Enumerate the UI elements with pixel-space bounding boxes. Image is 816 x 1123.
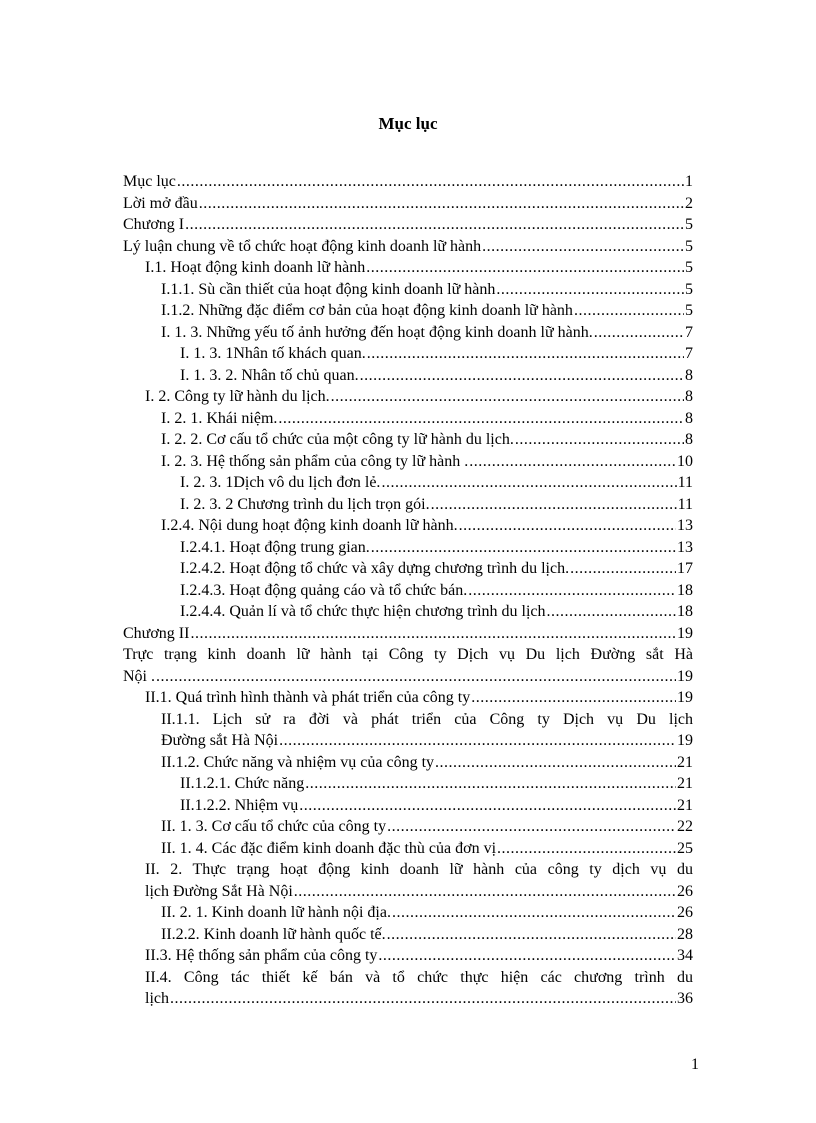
toc-entry[interactable]: I.1.2. Những đặc điểm cơ bản của hoạt động kinh doanh lữ hành ..... 5: [123, 300, 693, 322]
toc-entry[interactable]: I.2.4.4. Quản lí và tổ chức thực hiện chương trình du lịch ..... 18: [123, 601, 693, 623]
toc-entry[interactable]: II.1. Quá trình hình thành và phát triển của công ty ..... 19: [123, 687, 693, 709]
toc-entry[interactable]: II. 1. 4. Các đặc điểm kinh doanh đặc thù của đơn vị ..... 25: [123, 838, 693, 860]
toc-entry[interactable]: I.2.4.3. Hoạt động quảng cáo và tổ chức bán. ..... 18: [123, 580, 693, 602]
toc-entry[interactable]: I.2.4. Nội dung hoạt động kinh doanh lữ hành. ..... 13: [123, 515, 693, 537]
toc-entry[interactable]: I. 2. 2. Cơ cấu tổ chức của một công ty lữ hành du lịch. ..... 8: [123, 429, 693, 451]
toc-entry[interactable]: II. 2. 1. Kinh doanh lữ hành nội địa. ..... 26: [123, 902, 693, 924]
toc-entry[interactable]: Mục lục ..... 1: [123, 171, 693, 193]
toc-entry[interactable]: lịch Đường Sắt Hà Nội ..... 26: [123, 881, 693, 903]
toc-entry[interactable]: I. 2. 3. 2 Chương trình du lịch trọn gói. ..... 11: [123, 494, 693, 516]
table-of-contents: [123, 171, 693, 1010]
toc-entry[interactable]: I. 1. 3. 1Nhân tố khách quan. ..... 7: [123, 343, 693, 365]
toc-entry[interactable]: II.1.2. Chức năng và nhiệm vụ của công ty ..... 21: [123, 752, 693, 774]
toc-entry[interactable]: II.1.2.2. Nhiệm vụ ..... 21: [123, 795, 693, 817]
toc-entry[interactable]: I.1.1. Sù cần thiết của hoạt động kinh doanh lữ hành ..... 5: [123, 279, 693, 301]
toc-entry[interactable]: I.1. Hoạt động kinh doanh lữ hành ..... 5: [123, 257, 693, 279]
toc-entry[interactable]: II. 1. 3. Cơ cấu tổ chức của công ty ..... 22: [123, 816, 693, 838]
toc-entry[interactable]: lịch ..... 36: [123, 988, 693, 1010]
toc-entry[interactable]: II.2.2. Kinh doanh lữ hành quốc tế. ..... 28: [123, 924, 693, 946]
page-title: Mục lục: [378, 114, 438, 133]
toc-entry[interactable]: I. 1. 3. Những yếu tố ảnh hưởng đến hoạt động kinh doanh lữ hành. ..... 7: [123, 322, 693, 344]
toc-entry[interactable]: II.3. Hệ thống sản phẩm của công ty ..... 34: [123, 945, 693, 967]
toc-entry[interactable]: Đường sắt Hà Nội ..... 19: [123, 730, 693, 752]
toc-entry[interactable]: I. 2. 1. Khái niệm. ..... 8: [123, 408, 693, 430]
toc-entry[interactable]: Nội . ..... 19: [123, 666, 693, 688]
toc-entry[interactable]: II.1.2.1. Chức năng ..... 21: [123, 773, 693, 795]
page-number: 1: [691, 1056, 699, 1073]
toc-entry[interactable]: I.2.4.1. Hoạt động trung gian. ..... 13: [123, 537, 693, 559]
toc-entry-line1[interactable]: Trực trạng kinh doanh lữ hành tại Công ty Dịch vụ Du lịch Đường sắt Hà: [123, 646, 693, 663]
toc-entry-line1[interactable]: II. 2. Thực trạng hoạt động kinh doanh lữ hành của công ty dịch vụ du: [145, 861, 693, 878]
toc-entry[interactable]: I. 2. 3. Hệ thống sản phẩm của công ty lữ hành . ..... 10: [123, 451, 693, 473]
toc-entry-line1[interactable]: II.4. Công tác thiết kế bán và tổ chức thực hiện các chương trình du: [145, 968, 693, 986]
toc-entry[interactable]: I. 1. 3. 2. Nhân tố chủ quan. ..... 8: [123, 365, 693, 387]
toc-entry[interactable]: I. 2. Công ty lữ hành du lịch. ..... 8: [123, 386, 693, 408]
toc-entry[interactable]: Chương II ..... 19: [123, 623, 693, 645]
toc-entry[interactable]: Lời mở đầu ..... 2: [123, 193, 693, 215]
toc-entry[interactable]: I.2.4.2. Hoạt động tổ chức và xây dựng chương trình du lịch. ..... 17: [123, 558, 693, 580]
toc-entry[interactable]: Lý luận chung về tổ chức hoạt động kinh doanh lữ hành ..... 5: [123, 236, 693, 258]
toc-entry[interactable]: I. 2. 3. 1Dịch vô du lịch đơn lẻ. ..... 11: [123, 472, 693, 494]
toc-entry-line1[interactable]: II.1.1. Lịch sử ra đời và phát triển của Công ty Dịch vụ Du lịch: [161, 710, 693, 728]
toc-entry[interactable]: Chương I ..... 5: [123, 214, 693, 236]
